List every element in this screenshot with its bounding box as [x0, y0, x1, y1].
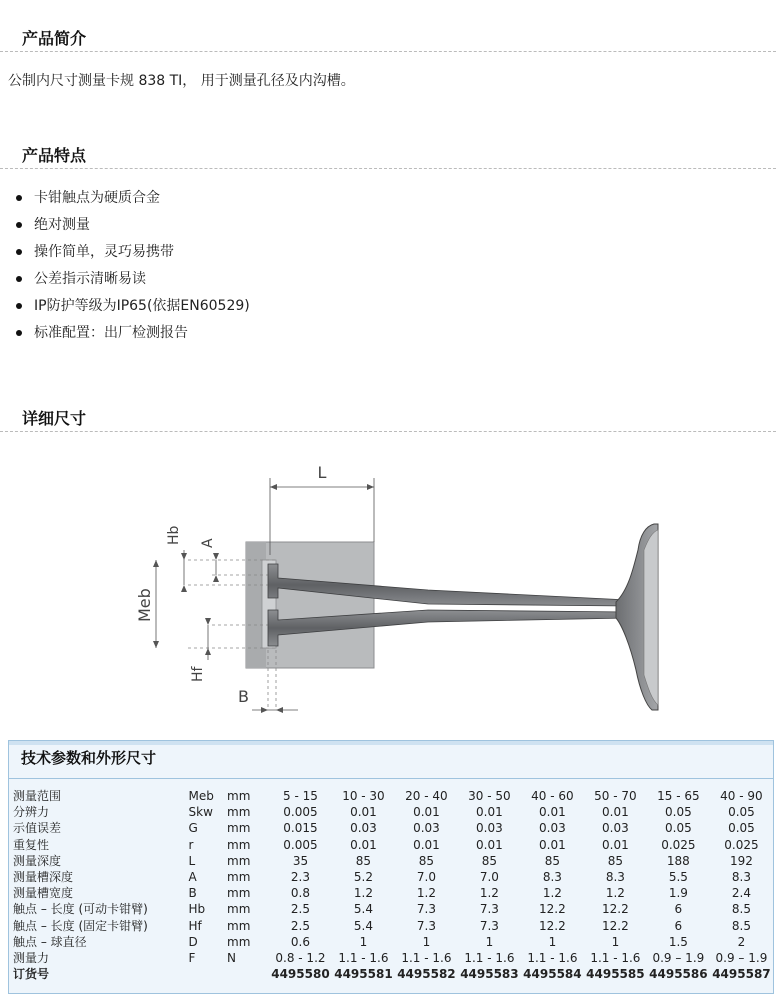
spec-value: 6: [674, 918, 683, 933]
spec-unit: [227, 966, 269, 982]
spec-title: 技术参数和外形尺寸: [21, 749, 157, 767]
dimension-drawing: [128, 460, 668, 725]
spec-param-name: 重复性: [13, 837, 50, 852]
spec-unit: mm: [227, 886, 251, 901]
spec-symbol: Skw: [188, 805, 213, 820]
spec-value: 0.03: [539, 821, 566, 836]
spec-value: 2.5: [290, 918, 310, 933]
spec-value: 1.1 - 1.6: [401, 950, 452, 965]
spec-value: 0.9 – 1.9: [715, 950, 768, 965]
section-title-features: 产品特点: [22, 146, 87, 165]
spec-value: 0.01: [476, 837, 503, 852]
spec-value: 1.9: [668, 886, 688, 901]
spec-symbol: Meb: [188, 789, 214, 804]
spec-param-name: 测量力: [13, 950, 50, 965]
spec-value: 1: [611, 934, 620, 949]
dimension-A: [213, 553, 219, 582]
dimension-Hf: [205, 618, 211, 660]
spec-value: 40 - 90: [720, 789, 763, 804]
spec-unit: mm: [227, 870, 251, 885]
spec-value: 0.9 – 1.9: [652, 950, 705, 965]
spec-value: 1.2: [479, 886, 499, 901]
spec-param-name: 订货号: [13, 967, 50, 982]
spec-param-name: 测量范围: [13, 789, 62, 804]
spec-value: 0.03: [476, 821, 503, 836]
spec-value: 7.3: [479, 902, 499, 917]
spec-value: 20 - 40: [405, 789, 448, 804]
spec-param-name: 测量深度: [13, 853, 62, 868]
spec-value: 8.5: [731, 902, 751, 917]
feature-list: [14, 187, 250, 349]
spec-value: 0.005: [283, 805, 318, 820]
spec-value: 0.01: [350, 805, 377, 820]
spec-unit: mm: [227, 837, 251, 852]
spec-value: 85: [544, 853, 561, 868]
spec-row: [13, 869, 773, 885]
spec-value: 0.01: [350, 837, 377, 852]
spec-unit: mm: [227, 789, 251, 804]
spec-value: 30 - 50: [468, 789, 511, 804]
spec-value: 1.2: [353, 886, 373, 901]
spec-value: 5 - 15: [283, 789, 318, 804]
spec-symbol: D: [188, 934, 198, 949]
spec-value: 12.2: [602, 902, 629, 917]
spec-value: 7.0: [416, 870, 436, 885]
spec-param-name: 触点 – 球直径: [13, 934, 87, 949]
spec-value: 8.3: [542, 870, 562, 885]
spec-value: 2: [737, 934, 746, 949]
spec-value: 0.01: [602, 805, 629, 820]
spec-value: 12.2: [539, 902, 566, 917]
spec-row: [13, 853, 773, 869]
spec-symbol: r: [188, 837, 194, 852]
spec-unit: mm: [227, 934, 251, 949]
spec-row: [13, 788, 773, 804]
spec-value: 12.2: [602, 918, 629, 933]
spec-value: 0.01: [476, 805, 503, 820]
spec-value: 40 - 60: [531, 789, 574, 804]
spec-row: [13, 820, 773, 836]
feature-item: 卡钳触点为硬质合金: [14, 187, 250, 214]
section-title-intro: 产品简介: [22, 29, 87, 48]
spec-value: 4495586: [649, 967, 708, 982]
spec-unit: mm: [227, 918, 251, 933]
spec-value: 7.0: [479, 870, 499, 885]
spec-value: 1: [485, 934, 494, 949]
spec-value: 5.4: [353, 902, 373, 917]
spec-value: 0.025: [661, 837, 696, 852]
spec-value: 10 - 30: [342, 789, 385, 804]
spec-value: 0.01: [413, 837, 440, 852]
section-title-dimensions: 详细尺寸: [22, 409, 87, 428]
spec-value: 1.1 - 1.6: [590, 950, 641, 965]
spec-row: [13, 918, 773, 934]
spec-value: 0.8: [290, 886, 310, 901]
section-header-dimensions: [0, 406, 776, 432]
spec-value: 0.05: [665, 821, 692, 836]
feature-item: 公差指示清晰易读: [14, 268, 250, 295]
spec-param-name: 触点 – 长度 (可动卡钳臂): [13, 902, 148, 917]
spec-value: 35: [292, 853, 309, 868]
spec-value: 192: [729, 853, 753, 868]
label-A: A: [200, 538, 216, 548]
spec-value: 0.005: [283, 837, 318, 852]
section-header-features: [0, 143, 776, 169]
spec-row: [13, 804, 773, 820]
dimension-B: [252, 707, 298, 713]
spec-value: 50 - 70: [594, 789, 637, 804]
spec-symbol: Hb: [188, 902, 206, 917]
spec-param-name: 示值误差: [13, 821, 62, 836]
spec-row: [13, 934, 773, 950]
spec-panel: [8, 740, 774, 994]
spec-symbol: B: [188, 886, 197, 901]
spec-value: 0.6: [290, 934, 310, 949]
spec-value: 12.2: [539, 918, 566, 933]
spec-value: 0.8 - 1.2: [275, 950, 326, 965]
feature-item: 操作简单，灵巧易携带: [14, 241, 250, 268]
spec-value: 1.2: [542, 886, 562, 901]
spec-value: 6: [674, 902, 683, 917]
spec-value: 5.2: [353, 870, 373, 885]
spec-value: 8.5: [731, 918, 751, 933]
spec-value: 1.1 - 1.6: [464, 950, 515, 965]
feature-item: IP防护等级为IP65(依据EN60529): [14, 295, 250, 322]
spec-row: [13, 837, 773, 853]
spec-symbol: F: [188, 950, 196, 965]
spec-value: 7.3: [416, 918, 436, 933]
feature-item: 标准配置：出厂检测报告: [14, 322, 250, 349]
spec-param-name: 测量槽深度: [13, 870, 74, 885]
spec-value: 7.3: [416, 902, 436, 917]
spec-table: [13, 788, 773, 982]
spec-symbol: Hf: [188, 918, 202, 933]
label-Hf: Hf: [190, 666, 206, 682]
section-divider: [0, 168, 776, 169]
spec-row: [13, 950, 773, 966]
spec-value: 1.5: [668, 934, 688, 949]
feature-item: 绝对测量: [14, 214, 250, 241]
spec-value: 0.03: [602, 821, 629, 836]
spec-value: 5.5: [668, 870, 688, 885]
spec-value: 85: [355, 853, 372, 868]
spec-divider: [9, 778, 773, 779]
spec-value: 1: [359, 934, 368, 949]
spec-value: 0.03: [413, 821, 440, 836]
spec-value: 1.2: [416, 886, 436, 901]
spec-value: 0.01: [539, 837, 566, 852]
spec-unit: mm: [227, 821, 251, 836]
spec-unit: mm: [227, 853, 251, 868]
spec-value: 4495580: [271, 967, 330, 982]
spec-unit: mm: [227, 902, 251, 917]
dimension-Hb: [181, 550, 187, 592]
spec-row: [13, 966, 773, 982]
label-Meb: Meb: [135, 588, 154, 622]
spec-value: 8.3: [731, 870, 751, 885]
spec-value: 4495583: [460, 967, 519, 982]
spec-value: 4495582: [397, 967, 456, 982]
spec-value: 2.4: [731, 886, 751, 901]
spec-value: 0.01: [539, 805, 566, 820]
label-B: B: [238, 687, 249, 706]
spec-row: [13, 901, 773, 917]
spec-value: 85: [607, 853, 624, 868]
spec-value: 8.3: [605, 870, 625, 885]
spec-param-name: 触点 – 长度 (固定卡钳臂): [13, 918, 148, 933]
spec-value: 1: [548, 934, 557, 949]
spec-value: 15 - 65: [657, 789, 700, 804]
section-divider: [0, 51, 776, 52]
intro-text: 公制内尺寸测量卡规 838 TI， 用于测量孔径及内沟槽。: [8, 73, 355, 89]
handle-highlight: [644, 530, 658, 705]
spec-value: 0.01: [602, 837, 629, 852]
spec-symbol: A: [188, 870, 197, 885]
spec-unit: mm: [227, 805, 251, 820]
spec-value: 2.3: [290, 870, 310, 885]
spec-value: 1.1 - 1.6: [338, 950, 389, 965]
section-header-intro: [0, 26, 776, 52]
spec-value: 1: [422, 934, 431, 949]
spec-value: 5.4: [353, 918, 373, 933]
spec-value: 0.025: [724, 837, 759, 852]
section-divider: [0, 431, 776, 432]
label-L: L: [317, 463, 327, 482]
spec-symbol: [189, 966, 228, 982]
spec-symbol: L: [188, 853, 196, 868]
spec-value: 4495584: [523, 967, 582, 982]
spec-value: 0.03: [350, 821, 377, 836]
spec-value: 0.015: [283, 821, 318, 836]
spec-value: 1.2: [605, 886, 625, 901]
spec-param-name: 测量槽宽度: [13, 886, 74, 901]
spec-value: 0.01: [413, 805, 440, 820]
spec-value: 4495581: [334, 967, 393, 982]
spec-value: 85: [418, 853, 435, 868]
spec-param-name: 分辨力: [13, 805, 50, 820]
spec-value: 85: [481, 853, 498, 868]
label-Hb: Hb: [166, 525, 182, 545]
spec-value: 2.5: [290, 902, 310, 917]
spec-value: 0.05: [728, 821, 755, 836]
spec-unit: N: [227, 950, 237, 965]
spec-value: 0.05: [728, 805, 755, 820]
spec-row: [13, 885, 773, 901]
spec-value: 188: [666, 853, 690, 868]
spec-value: 7.3: [479, 918, 499, 933]
spec-value: 0.05: [665, 805, 692, 820]
spec-symbol: G: [188, 821, 198, 836]
spec-value: 4495585: [586, 967, 645, 982]
spec-value: 1.1 - 1.6: [527, 950, 578, 965]
spec-value: 4495587: [712, 967, 771, 982]
